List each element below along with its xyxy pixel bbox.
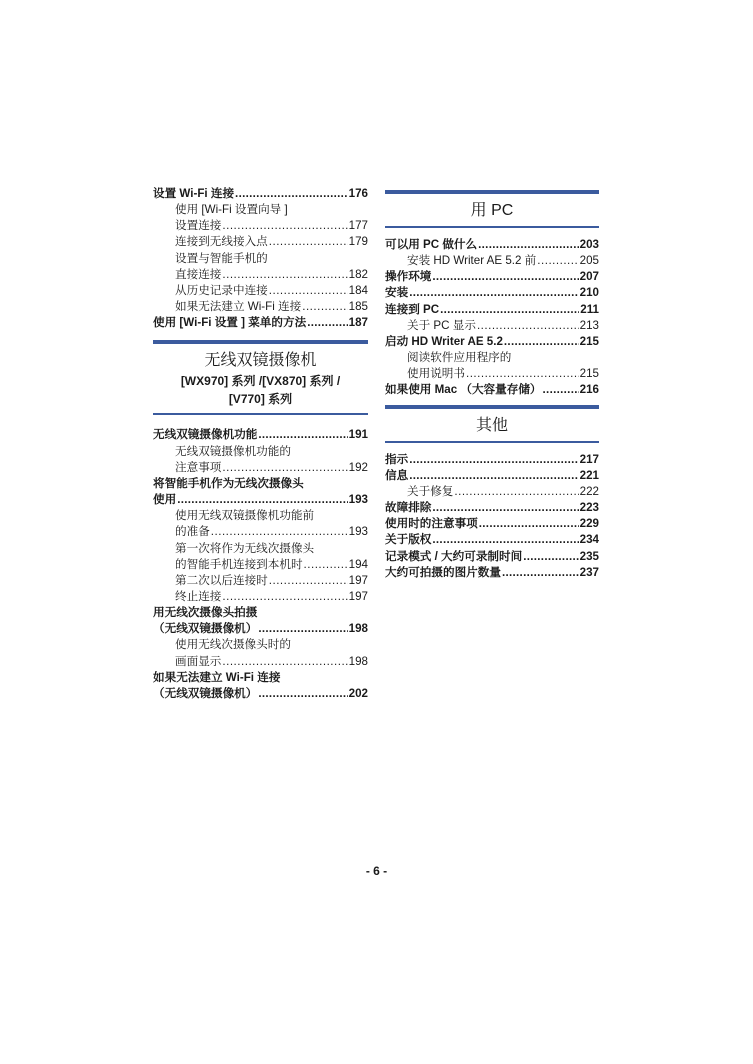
toc-entry-row — [385, 565, 599, 581]
dot-leader — [440, 302, 579, 318]
toc-entry-row — [153, 186, 368, 202]
toc-entry[interactable] — [385, 253, 599, 269]
section-subtitle: [WX970] 系列 /[VX870] 系列 / — [180, 374, 341, 389]
toc-entry[interactable] — [153, 202, 368, 234]
toc-entry[interactable] — [153, 315, 368, 331]
toc-entry-row — [385, 452, 599, 468]
toc-page-number: 179 — [348, 235, 368, 249]
toc-page-number: 215 — [579, 367, 599, 381]
toc-entry-title-line: 如果无法建立 Wi-Fi 连接 — [153, 670, 281, 684]
dot-leader — [269, 234, 348, 250]
toc-entry-title-line: 第一次将作为无线次摄像头 — [175, 541, 315, 555]
toc-page-number: 203 — [579, 238, 599, 251]
toc-entry-row — [153, 299, 368, 315]
toc-entry-row — [153, 283, 368, 299]
toc-entry-row — [385, 382, 599, 398]
toc-entry-row — [153, 686, 368, 702]
toc-entry-title-line: 用无线次摄像头拍摄 — [153, 606, 258, 620]
toc-entry-title: 画面显示 — [175, 654, 222, 668]
toc-entry[interactable] — [385, 532, 599, 548]
dot-leader — [222, 589, 347, 605]
toc-entry-title-line: 将智能手机作为无线次摄像头 — [153, 476, 304, 490]
toc-page-number: 202 — [348, 686, 368, 700]
toc-entry-title: 的智能手机连接到本机时 — [175, 557, 303, 571]
toc-page-number: 237 — [579, 565, 599, 579]
toc-entry-row — [153, 218, 368, 234]
toc-entry-row — [385, 253, 599, 269]
dot-leader — [432, 269, 578, 285]
toc-entry-title: 使用 — [153, 493, 177, 507]
toc-entry[interactable] — [385, 334, 599, 350]
toc-entry-row — [385, 285, 599, 301]
toc-page-number: 234 — [579, 533, 599, 547]
toc-entry-title: 连接到 PC — [385, 302, 440, 316]
dot-leader — [409, 285, 578, 301]
toc-entry[interactable] — [153, 508, 368, 540]
toc-page-number: 193 — [348, 493, 368, 507]
toc-page-number: 184 — [348, 283, 368, 297]
dot-leader — [307, 315, 347, 331]
toc-entry[interactable] — [153, 283, 368, 299]
toc-entry[interactable] — [153, 234, 368, 250]
dot-leader — [502, 565, 579, 581]
toc-entry-title-line: 阅读软件应用程序的 — [407, 351, 512, 365]
toc-page-number: 198 — [348, 654, 368, 668]
dot-leader — [258, 686, 347, 702]
toc-entry[interactable] — [385, 549, 599, 565]
toc-entry[interactable] — [153, 299, 368, 315]
toc-page-number: 192 — [348, 460, 368, 474]
toc-entry-title: 关于修复 — [407, 484, 454, 498]
toc-entry-title: 设置连接 — [175, 219, 222, 233]
toc-entry[interactable] — [385, 565, 599, 581]
dot-leader — [211, 524, 348, 540]
section-title: 无线双镜摄像机 — [204, 352, 317, 370]
toc-entry[interactable] — [153, 637, 368, 669]
dot-leader — [222, 267, 347, 283]
toc-entry-row — [385, 269, 599, 285]
toc-page-number: 182 — [348, 267, 368, 281]
toc-entry[interactable] — [385, 500, 599, 516]
toc-entry[interactable] — [385, 237, 599, 253]
toc-entry[interactable] — [385, 452, 599, 468]
toc-entry[interactable] — [385, 382, 599, 398]
toc-entry-title: 操作环境 — [385, 270, 432, 284]
toc-entry-row — [385, 318, 599, 334]
toc-entry-title: 直接连接 — [175, 267, 222, 281]
toc-entry[interactable] — [153, 444, 368, 476]
toc-entry[interactable] — [153, 427, 368, 443]
toc-entry[interactable] — [153, 670, 368, 702]
toc-entry-title: 大约可拍摄的图片数量 — [385, 565, 501, 579]
toc-entry-title: 安装 HD Writer AE 5.2 前 — [407, 254, 537, 268]
toc-entry-title: 第二次以后连接时 — [175, 573, 268, 587]
toc-entry-title: 无线双镜摄像机功能 — [153, 428, 258, 442]
toc-entry-title-line: 使用无线次摄像头时的 — [175, 638, 291, 652]
toc-entry-title: 故障排除 — [385, 501, 432, 515]
dot-leader — [454, 484, 578, 500]
section-header-other — [385, 405, 599, 443]
toc-entry-title: 如果无法建立 Wi-Fi 连接 — [175, 300, 302, 314]
dot-leader — [409, 468, 578, 484]
dot-leader — [504, 334, 579, 350]
toc-page-number: 177 — [348, 219, 368, 233]
toc-entry-row — [385, 237, 599, 253]
toc-page-number: 213 — [579, 318, 599, 332]
toc-entry-row — [385, 468, 599, 484]
toc-entry[interactable] — [385, 285, 599, 301]
toc-entry[interactable] — [385, 484, 599, 500]
toc-list — [385, 237, 599, 399]
dot-leader — [543, 382, 579, 398]
toc-page-number: 217 — [579, 452, 599, 466]
dot-leader — [258, 427, 347, 443]
toc-page-number: 235 — [579, 549, 599, 563]
toc-page-number: 197 — [348, 589, 368, 603]
toc-page-number: 197 — [348, 573, 368, 587]
toc-entry-title: 启动 HD Writer AE 5.2 — [385, 334, 503, 348]
dot-leader — [302, 299, 347, 315]
toc-entry-row — [153, 427, 368, 443]
toc-entry-row — [385, 302, 599, 318]
toc-entry-title: （无线双镜摄像机） — [153, 622, 258, 636]
toc-entry-row — [153, 573, 368, 589]
toc-entry-title-line: 使用无线双镜摄像机功能前 — [175, 509, 315, 523]
toc-entry[interactable] — [153, 573, 368, 589]
toc-entry-title: 安装 — [385, 286, 409, 300]
toc-entry-title: 关于版权 — [385, 533, 432, 547]
toc-entry-title: （无线双镜摄像机） — [153, 686, 258, 700]
dot-leader — [478, 237, 579, 253]
toc-entry-title: 可以用 PC 做什么 — [385, 238, 478, 251]
toc-page-number: 211 — [580, 302, 599, 316]
toc-entry-title: 设置 Wi-Fi 连接 — [153, 187, 235, 200]
toc-entry-row — [153, 460, 368, 476]
toc-entry-row — [385, 549, 599, 565]
toc-page-number: 185 — [348, 300, 368, 314]
toc-list — [385, 452, 599, 581]
toc-entry[interactable] — [153, 186, 368, 202]
toc-page-number: 198 — [348, 622, 368, 636]
toc-list — [153, 186, 368, 331]
dot-leader — [235, 186, 348, 202]
toc-entry-title: 记录模式 / 大约可录制时间 — [385, 549, 523, 563]
toc-entry[interactable] — [153, 476, 368, 508]
toc-list — [153, 427, 368, 702]
toc-entry[interactable] — [385, 516, 599, 532]
toc-page-number: 194 — [348, 557, 368, 571]
toc-right-column — [385, 190, 599, 581]
toc-entry-title: 使用说明书 — [407, 367, 465, 381]
dot-leader — [269, 283, 348, 299]
dot-leader — [523, 549, 578, 565]
toc-page-number: 210 — [579, 286, 599, 300]
toc-entry[interactable] — [385, 302, 599, 318]
toc-entry-title-line: 无线双镜摄像机功能的 — [175, 444, 291, 458]
toc-entry-title: 关于 PC 显示 — [407, 318, 476, 332]
toc-page-number: 215 — [579, 334, 599, 348]
toc-page-number: 187 — [348, 316, 368, 330]
toc-page-number: 216 — [579, 383, 599, 397]
dot-leader — [269, 573, 348, 589]
toc-entry-row — [385, 334, 599, 350]
toc-entry-row — [385, 500, 599, 516]
toc-page-number: 222 — [579, 484, 599, 498]
section-title: 用 PC — [470, 202, 514, 219]
toc-entry-title: 信息 — [385, 468, 409, 482]
toc-entry[interactable] — [153, 251, 368, 283]
dot-leader — [479, 516, 579, 532]
toc-entry[interactable] — [385, 468, 599, 484]
toc-entry[interactable] — [385, 350, 599, 382]
dot-leader — [222, 654, 347, 670]
toc-entry-row — [385, 484, 599, 500]
toc-page-number: 176 — [348, 187, 368, 200]
toc-entry-row — [153, 234, 368, 250]
toc-entry-row — [153, 654, 368, 670]
toc-entry[interactable] — [385, 269, 599, 285]
toc-entry-title-line: 使用 [Wi-Fi 设置向导 ] — [175, 203, 288, 217]
toc-entry-row — [385, 532, 599, 548]
toc-entry-title: 连接到无线接入点 — [175, 235, 268, 249]
toc-entry-title-line: 设置与智能手机的 — [175, 251, 268, 265]
section-header-wireless-twin-camera — [153, 340, 368, 415]
dot-leader — [432, 500, 578, 516]
toc-entry-title: 注意事项 — [175, 460, 222, 474]
dot-leader — [432, 532, 578, 548]
toc-page-number: 191 — [348, 428, 368, 442]
section-title: 其他 — [475, 416, 508, 434]
section-header-pc — [385, 190, 599, 228]
toc-entry[interactable] — [153, 605, 368, 637]
dot-leader — [177, 492, 347, 508]
toc-entry-row — [153, 524, 368, 540]
page-number: - 6 - — [365, 864, 388, 878]
toc-entry-title: 指示 — [385, 452, 409, 466]
toc-left-column — [153, 186, 368, 702]
toc-entry-title: 使用 [Wi-Fi 设置 ] 菜单的方法 — [153, 316, 307, 330]
toc-page-number: 207 — [579, 270, 599, 284]
toc-entry-row — [385, 366, 599, 382]
dot-leader — [304, 557, 348, 573]
toc-page-number: 223 — [579, 501, 599, 515]
dot-leader — [466, 366, 579, 382]
toc-entry[interactable] — [153, 541, 368, 573]
toc-entry-title: 如果使用 Mac （大容量存储） — [385, 383, 542, 397]
toc-entry-title: 终止连接 — [175, 589, 222, 603]
toc-page-number: 205 — [579, 254, 599, 268]
toc-entry-row — [153, 589, 368, 605]
dot-leader — [477, 318, 579, 334]
toc-entry-row — [153, 621, 368, 637]
toc-entry[interactable] — [153, 589, 368, 605]
toc-entry-row — [153, 315, 368, 331]
dot-leader — [537, 253, 578, 269]
section-subtitle: [V770] 系列 — [228, 392, 293, 407]
toc-entry-row — [153, 492, 368, 508]
dot-leader — [258, 621, 347, 637]
dot-leader — [222, 218, 347, 234]
toc-entry-title: 从历史记录中连接 — [175, 283, 268, 297]
toc-entry[interactable] — [385, 318, 599, 334]
toc-entry-row — [153, 267, 368, 283]
toc-entry-title: 使用时的注意事项 — [385, 517, 478, 531]
toc-page-number: 229 — [579, 517, 599, 531]
dot-leader — [409, 452, 578, 468]
toc-page-number: 193 — [348, 525, 368, 539]
toc-page-number: 221 — [579, 468, 599, 482]
toc-entry-row — [153, 557, 368, 573]
dot-leader — [222, 460, 347, 476]
toc-entry-title: 的准备 — [175, 525, 210, 539]
toc-entry-row — [385, 516, 599, 532]
